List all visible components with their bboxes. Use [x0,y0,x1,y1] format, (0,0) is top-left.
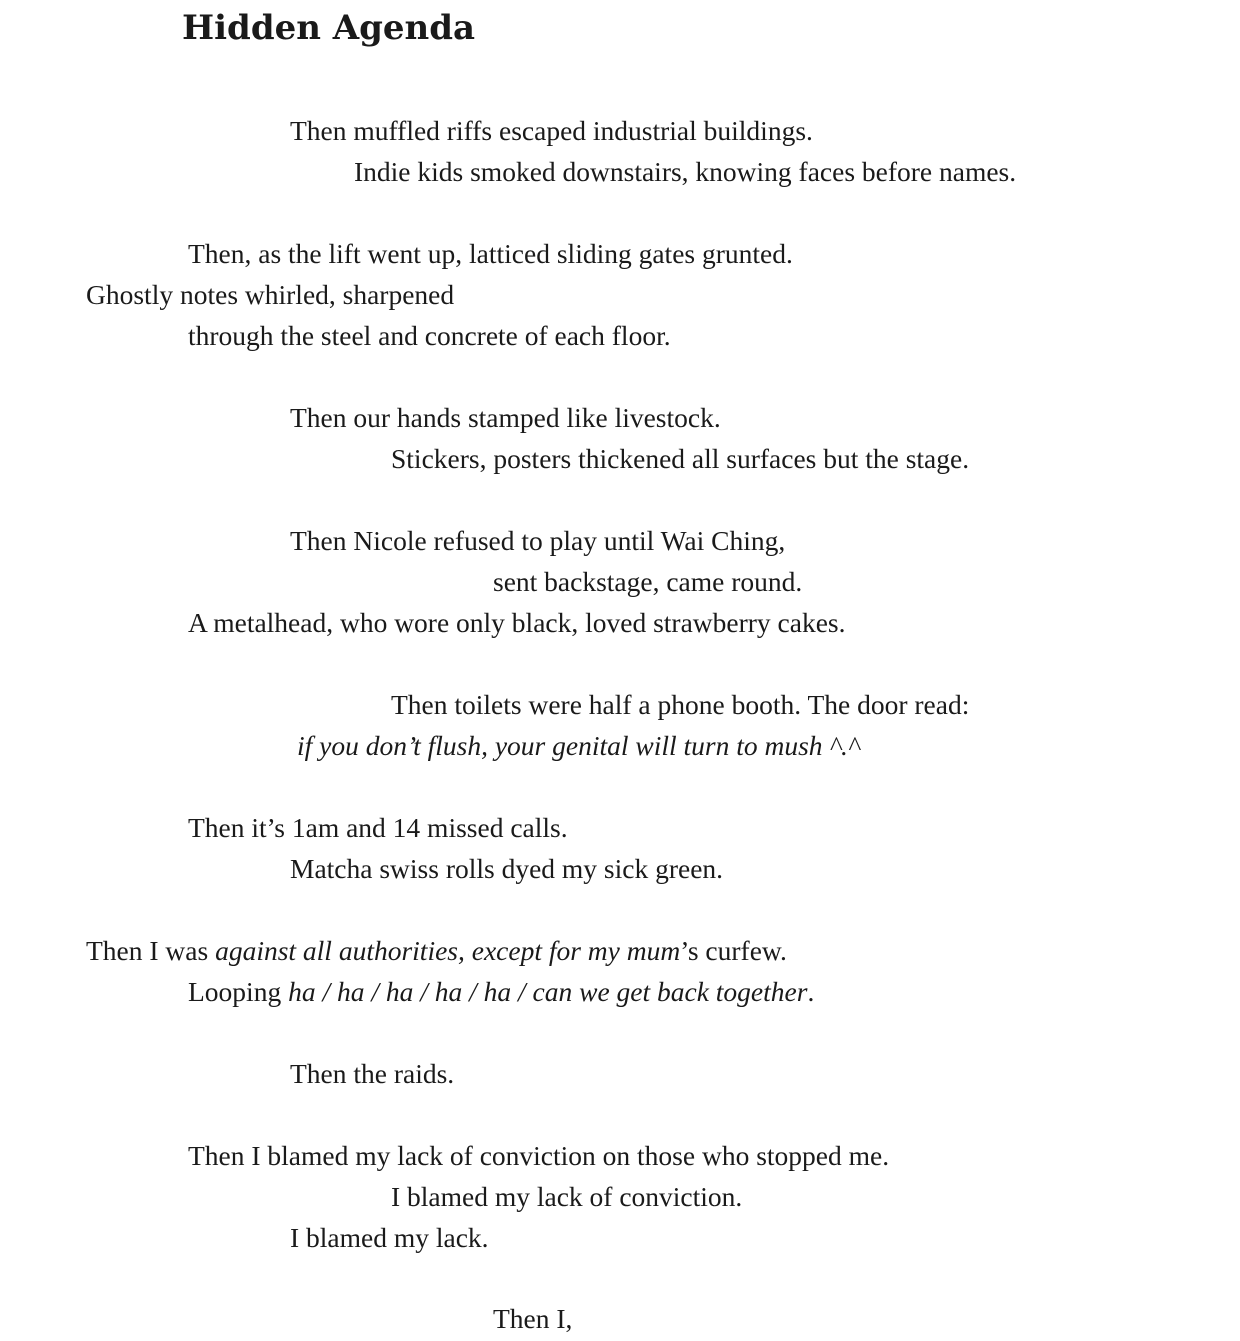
poem-line-16-end: . [807,976,815,1007]
poem-line-11: Then toilets were half a phone booth. The door read: [391,689,970,720]
poem-line-15-italic: against all authorities, except for my mum [215,935,681,966]
poem-line-15-end: ’s curfew. [680,935,787,966]
poem-line-9: sent backstage, came round. [493,566,803,597]
poem-title: Hidden Agenda [182,8,476,48]
poem-line-3: Then, as the lift went up, latticed sliding gates grunted. [188,238,793,269]
poem-line-13: Then it’s 1am and 14 missed calls. [188,812,568,843]
poem-line-15 [86,934,787,968]
poem-line-18: Then I blamed my lack of conviction on those who stopped me. [188,1140,890,1171]
poem-line-8: Then Nicole refused to play until Wai Ching, [290,525,786,556]
poem-line-12 [297,729,860,763]
poem-line-16-italic: ha / ha / ha / ha / ha / can we get back together [288,976,808,1007]
poem-line-15-start: Then I was [86,935,216,966]
poem-line-16 [188,975,814,1009]
poem-line-14: Matcha swiss rolls dyed my sick green. [290,853,724,884]
poem-line-4: Ghostly notes whirled, sharpened [86,279,455,310]
poem-line-17: Then the raids. [290,1058,455,1089]
poem-line-10: A metalhead, who wore only black, loved strawberry cakes. [188,607,846,638]
poem-line-19: I blamed my lack of conviction. [391,1181,743,1212]
poem-line-21: Then I, [493,1303,573,1334]
poem-line-20: I blamed my lack. [290,1222,489,1253]
poem-line-2: Indie kids smoked downstairs, knowing faces before names. [354,156,1017,187]
poem-line-16-start: Looping [188,976,289,1007]
poem-line-7: Stickers, posters thickened all surfaces but the stage. [391,443,970,474]
poem-line-6: Then our hands stamped like livestock. [290,402,721,433]
poem-line-12-italic: if you don’t flush, your genital will turn to mush ^.^ [297,730,860,761]
poem-line-5: through the steel and concrete of each floor. [188,320,671,351]
poem-line-1: Then muffled riffs escaped industrial buildings. [290,115,813,146]
